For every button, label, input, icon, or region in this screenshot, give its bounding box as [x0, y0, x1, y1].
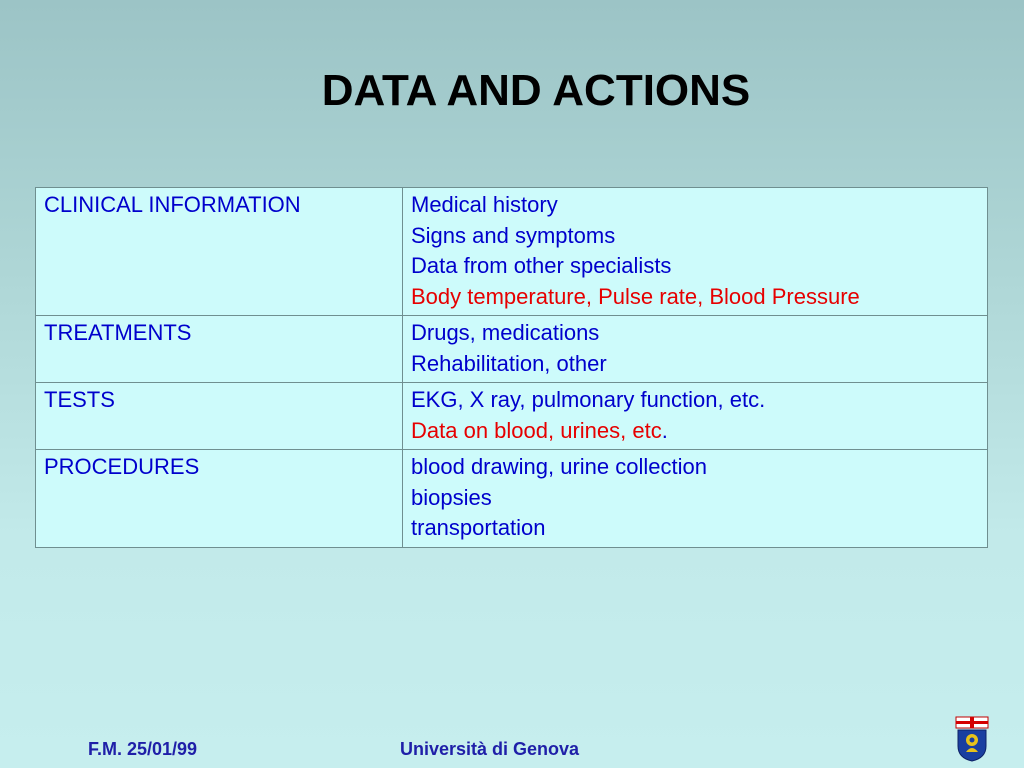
category-cell: PROCEDURES	[36, 450, 403, 548]
item-drugs: Drugs, medications	[411, 320, 600, 345]
university-crest-icon	[954, 716, 990, 762]
item-period: .	[661, 417, 668, 443]
item-blood-urine-text: Data on blood, urines, etc	[411, 417, 662, 443]
item-ekg: EKG, X ray, pulmonary function, etc.	[411, 387, 766, 412]
item-other-specialists: Data from other specialists	[411, 253, 672, 278]
item-blood-urine-data	[411, 416, 979, 447]
item-medical-history: Medical history	[411, 192, 558, 217]
items-cell	[403, 316, 988, 383]
items-cell	[403, 450, 988, 548]
item-rehabilitation: Rehabilitation, other	[411, 350, 607, 376]
items-cell	[403, 188, 988, 316]
table-row-clinical-information	[36, 188, 988, 316]
item-vital-signs: Body temperature, Pulse rate, Blood Pressure	[411, 283, 860, 309]
slide-title: DATA AND ACTIONS	[321, 66, 751, 115]
footer-author-date: F.M. 25/01/99	[88, 739, 198, 759]
item-transportation: transportation	[411, 515, 546, 540]
category-cell: CLINICAL INFORMATION	[36, 188, 403, 316]
table-row-procedures	[36, 450, 988, 548]
category-cell: TREATMENTS	[36, 316, 403, 383]
item-biopsies: biopsies	[411, 484, 492, 510]
item-signs-symptoms: Signs and symptoms	[411, 222, 616, 248]
items-cell	[403, 383, 988, 450]
item-blood-drawing: blood drawing, urine collection	[411, 454, 707, 479]
category-cell: TESTS	[36, 383, 403, 450]
data-actions-table	[35, 187, 988, 548]
footer-university: Università di Genova	[400, 739, 580, 759]
table-row-treatments	[36, 316, 988, 383]
table-row-tests	[36, 383, 988, 450]
